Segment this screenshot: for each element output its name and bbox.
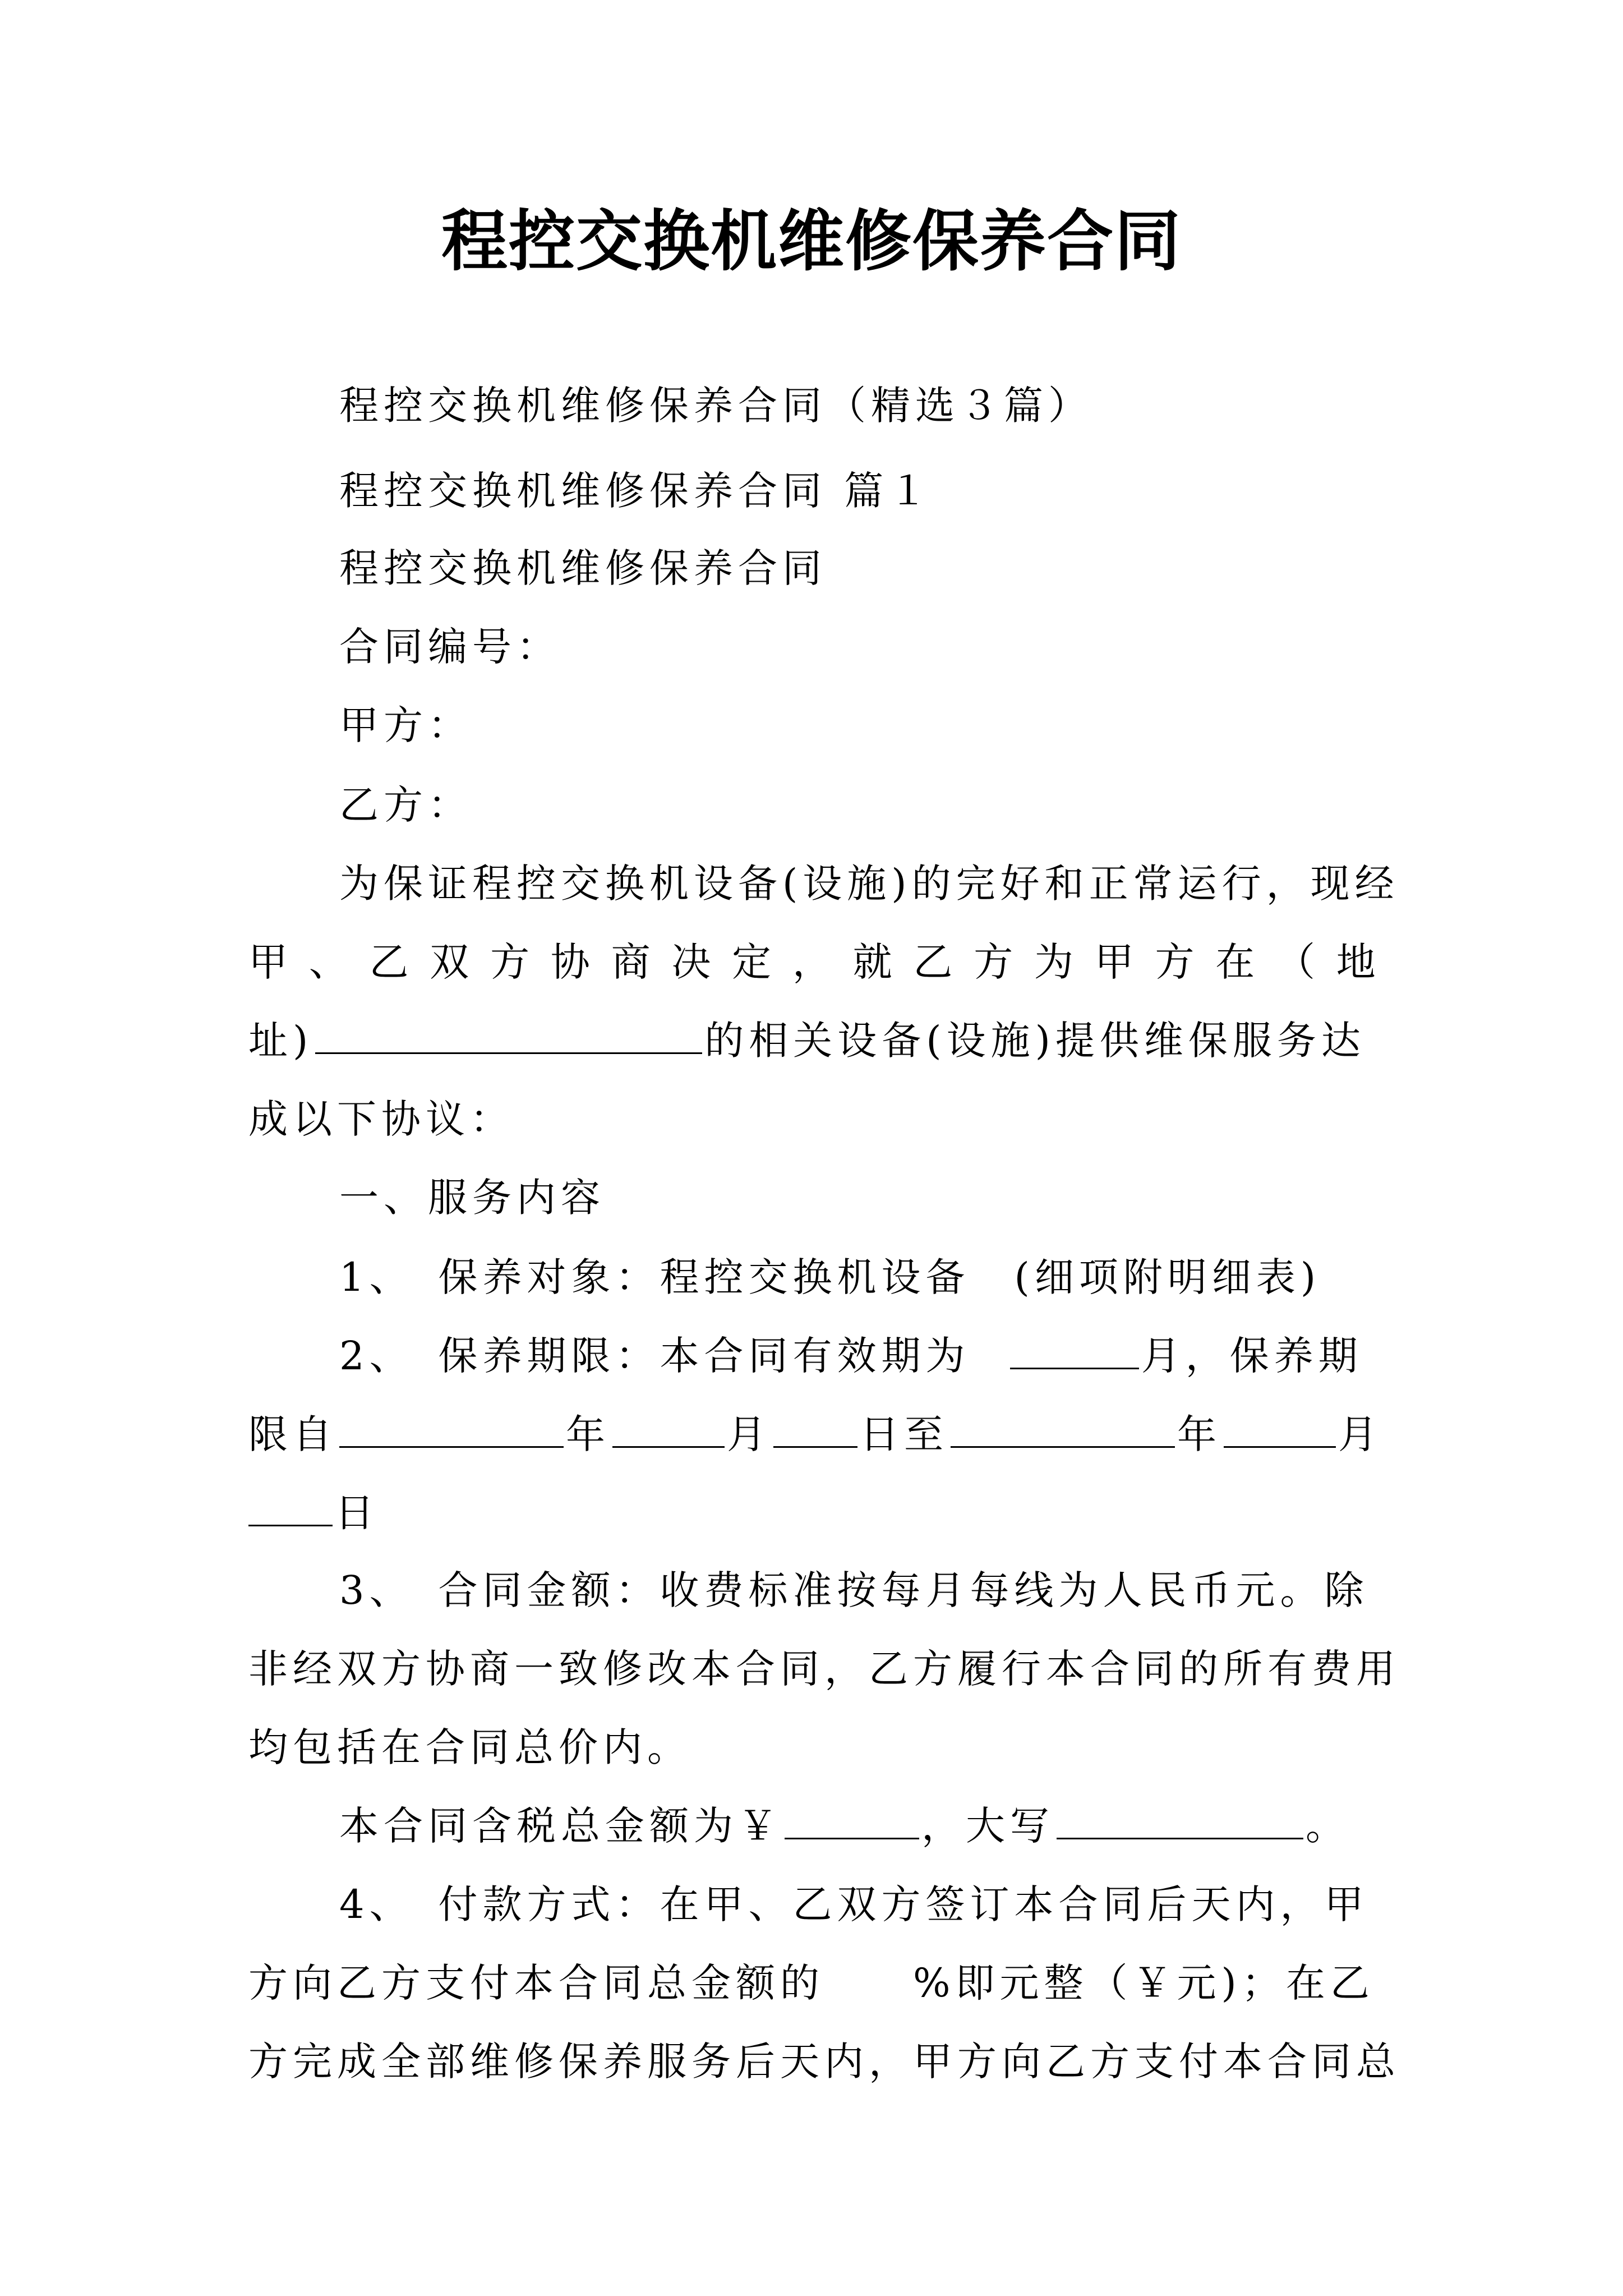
- start-day-blank: [773, 1411, 857, 1448]
- intro-char: 协: [550, 939, 590, 985]
- item-4-line-2: 方向乙方支付本合同总金额的 %即元整（￥元)；在乙: [248, 1960, 1375, 2006]
- day-to-label: 日至: [860, 1411, 948, 1457]
- intro-char: 在: [1215, 939, 1255, 985]
- month-label: 月: [1338, 1411, 1382, 1457]
- section-1-title: 一、服务内容: [339, 1175, 605, 1221]
- amount-in-words-blank: [1057, 1803, 1303, 1839]
- months-blank: [1010, 1333, 1139, 1369]
- start-month-blank: [612, 1411, 725, 1448]
- end-year-blank: [951, 1411, 1175, 1448]
- intro-line-2: [248, 937, 1376, 987]
- item-2-line-1-pre: 2、 保养期限：本合同有效期为: [339, 1333, 970, 1379]
- intro-char: 、: [308, 939, 348, 985]
- contract-number-label: 合同编号：: [339, 624, 561, 670]
- item-2-line-3: [248, 1488, 379, 1538]
- intro-char: 方: [1155, 939, 1195, 985]
- tax-total-end: 。: [1306, 1803, 1350, 1849]
- amount-in-words-label: ，大写: [921, 1803, 1054, 1849]
- intro-char: 方: [490, 939, 530, 985]
- period-from-label: 限自: [248, 1411, 337, 1457]
- intro-char: 就: [852, 939, 892, 985]
- intro-char: 乙: [913, 939, 953, 985]
- intro-char: 双: [430, 939, 469, 985]
- item-2-line-2: [248, 1409, 1382, 1460]
- day-label: 日: [335, 1490, 379, 1536]
- item-2-line-1-post: 月，保养期: [1141, 1333, 1363, 1379]
- item-3-line-2: 非经双方协商一致修改本合同，乙方履行本合同的所有费用: [248, 1646, 1400, 1692]
- end-day-blank: [248, 1490, 333, 1526]
- intro-char: （: [1276, 939, 1316, 985]
- document-title: 程控交换机维修保养合同: [441, 202, 1182, 280]
- item-4-line-1: 4、 付款方式：在甲、乙双方签订本合同后天内，甲: [339, 1881, 1369, 1927]
- item-4-line-3: 方完成全部维修保养服务后天内，甲方向乙方支付本合同总: [248, 2039, 1400, 2085]
- item-2-line-1: [339, 1331, 1363, 1381]
- intro-line-3-pre: 址): [248, 1018, 313, 1064]
- tax-amount-blank: [785, 1803, 919, 1839]
- year-label: 年: [566, 1411, 610, 1457]
- item-3-line-3: 均包括在合同总价内。: [248, 1724, 691, 1770]
- intro-char: 方: [974, 939, 1013, 985]
- contract-name: 程控交换机维修保养合同: [339, 545, 827, 591]
- intro-char: 定: [732, 939, 772, 985]
- intro-char: 甲: [1094, 939, 1134, 985]
- document-subtitle: 程控交换机维修保养合同（精选３篇）: [339, 383, 1092, 429]
- item-1: 1、 保养对象：程控交换机设备 (细项附明细表): [339, 1254, 1321, 1300]
- end-month-blank: [1224, 1411, 1336, 1448]
- year-label: 年: [1177, 1411, 1221, 1457]
- intro-char: ，: [792, 939, 832, 985]
- intro-char: 为: [1034, 939, 1073, 985]
- intro-line-3: [248, 1015, 1366, 1066]
- intro-char: 地: [1336, 939, 1376, 985]
- tax-total-line: [339, 1801, 1350, 1851]
- intro-line-4: 成以下协议：: [248, 1096, 514, 1142]
- intro-line-3-post: 的相关设备(设施)提供维保服务达: [704, 1018, 1366, 1064]
- party-b-label: 乙方：: [339, 782, 472, 828]
- intro-char: 乙: [369, 939, 409, 985]
- section-heading: 程控交换机维修保养合同 篇１: [339, 468, 933, 514]
- intro-char: 甲: [248, 939, 288, 985]
- party-a-label: 甲方：: [339, 702, 472, 748]
- tax-total-label: 本合同含税总金额为￥: [339, 1803, 782, 1849]
- intro-char: 商: [611, 939, 651, 985]
- month-label: 月: [727, 1411, 771, 1457]
- intro-char: 决: [671, 939, 711, 985]
- address-blank: [315, 1018, 702, 1054]
- item-3-line-1: 3、 合同金额：收费标准按每月每线为人民币元。除: [339, 1567, 1369, 1613]
- intro-line-1: 为保证程控交换机设备(设施)的完好和正常运行，现经: [339, 861, 1399, 907]
- start-year-blank: [339, 1411, 564, 1448]
